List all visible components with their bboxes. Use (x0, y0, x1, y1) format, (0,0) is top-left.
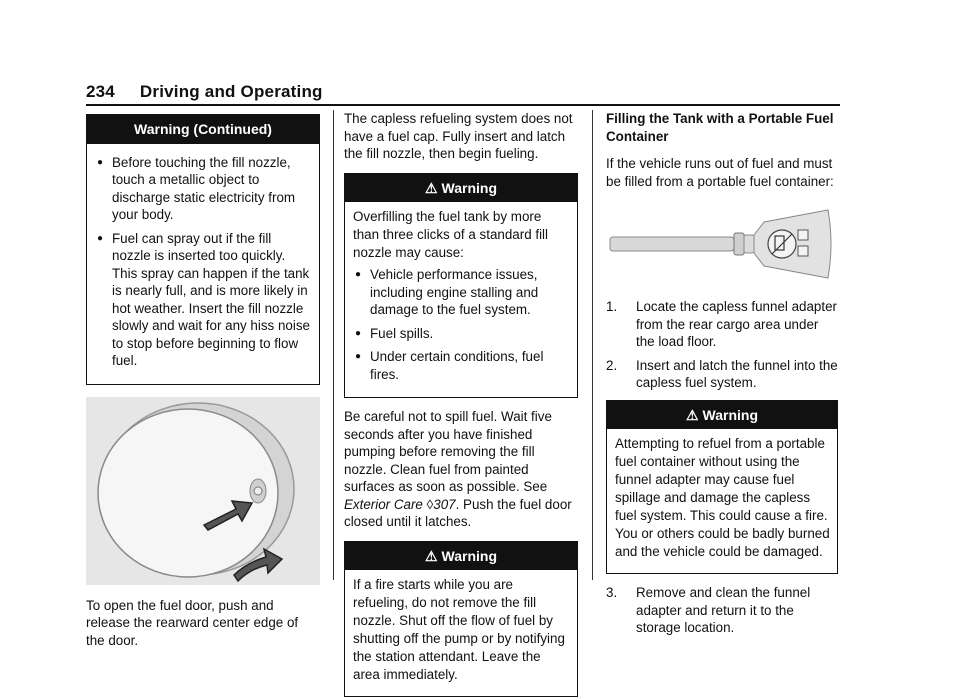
warning-bullet: ● Fuel can spray out if the fill nozzle is inserted too quickly. This spray can happen if the tank is nearly full, and is more likely in hot weather. Insert the fill nozzle slowly and wait for any hiss noise to stop before beginning to flow fuel. (95, 230, 313, 370)
fuel-door-illustration (86, 397, 320, 585)
warning-continued-title: Warning (Continued) (87, 115, 319, 144)
capless-intro: The capless refueling system does not have a fuel cap. Fully insert and latch the fill nozzle, then begin fueling. (344, 110, 578, 163)
section-title: Driving and Operating (140, 82, 323, 101)
warning-icon: ⚠ (425, 548, 438, 566)
step-item: 1. Locate the capless funnel adapter from the rear cargo area under the load floor. (606, 298, 838, 351)
funnel-adapter-illustration (606, 200, 838, 286)
warning-continued-body (87, 144, 319, 384)
fire-warning-box (344, 541, 578, 697)
fire-warning-title: ⚠ Warning (345, 542, 577, 571)
step-item: 3. Remove and clean the funnel adapter and return it to the storage location. (606, 584, 838, 637)
portable-container-heading: Filling the Tank with a Portable Fuel Container (606, 110, 838, 145)
fuel-pump-icon (768, 230, 796, 258)
column-left (86, 110, 320, 659)
page-ref-arrow: ◊ (427, 497, 434, 512)
header-rule (86, 104, 840, 106)
fire-warning-text: If a fire starts while you are refueling, do not remove the fill nozzle. Shut off the flow of fuel by shutting off the pump or by notifying the station attendant. Leave the area immediately. (353, 576, 571, 684)
portable-warning-title: ⚠ Warning (607, 401, 837, 430)
step-item: 2. Insert and latch the funnel into the capless fuel system. (606, 357, 838, 392)
exterior-care-page[interactable]: 307 (433, 497, 455, 512)
column-divider (333, 110, 334, 580)
overfill-warning-body (345, 202, 577, 397)
fire-warning-body (345, 570, 577, 696)
column-right (606, 110, 838, 643)
warning-bullet: ● Before touching the fill nozzle, touch a metallic object to discharge static electricity from your body. (95, 154, 313, 224)
column-divider (592, 110, 593, 580)
portable-container-intro: If the vehicle runs out of fuel and must be filled from a portable fuel container: (606, 155, 838, 190)
warning-continued-box (86, 114, 320, 385)
column-middle (344, 110, 578, 697)
spill-paragraph: Be careful not to spill fuel. Wait five seconds after you have finished pumping before removing the fill nozzle. Clean fuel from painted surfaces as soon as possible. See Exterior Care ◊307. Push the fuel door closed until it latches. (344, 408, 578, 531)
overfill-bullet: ● Under certain conditions, fuel fires. (353, 348, 571, 383)
overfill-bullet: ● Vehicle performance issues, including engine stalling and damage to the fuel system. (353, 266, 571, 319)
fuel-door-caption: To open the fuel door, push and release the rearward center edge of the door. (86, 597, 320, 650)
warning-icon: ⚠ (425, 180, 438, 198)
portable-warning-box (606, 400, 838, 575)
portable-warning-body (607, 429, 837, 573)
overfill-bullet: ● Fuel spills. (353, 325, 571, 343)
funnel-adapter-drawing (606, 200, 838, 286)
warning-icon: ⚠ (686, 407, 699, 425)
overfill-warning-title: ⚠ Warning (345, 174, 577, 203)
overfill-warning-box (344, 173, 578, 399)
portable-warning-text: Attempting to refuel from a portable fuel container without using the funnel adapter may cause fuel spillage and damage the capless fuel system. This could cause a fire. You or others could be badly burned and the vehicle could be damaged. (615, 435, 831, 561)
page-number: 234 (86, 82, 115, 101)
page-header (86, 82, 323, 102)
overfill-warning-intro: Overfilling the fuel tank by more than three clicks of a standard fill nozzle may cause: (353, 208, 571, 262)
exterior-care-link[interactable]: Exterior Care (344, 497, 423, 512)
fuel-door-drawing (86, 397, 320, 585)
